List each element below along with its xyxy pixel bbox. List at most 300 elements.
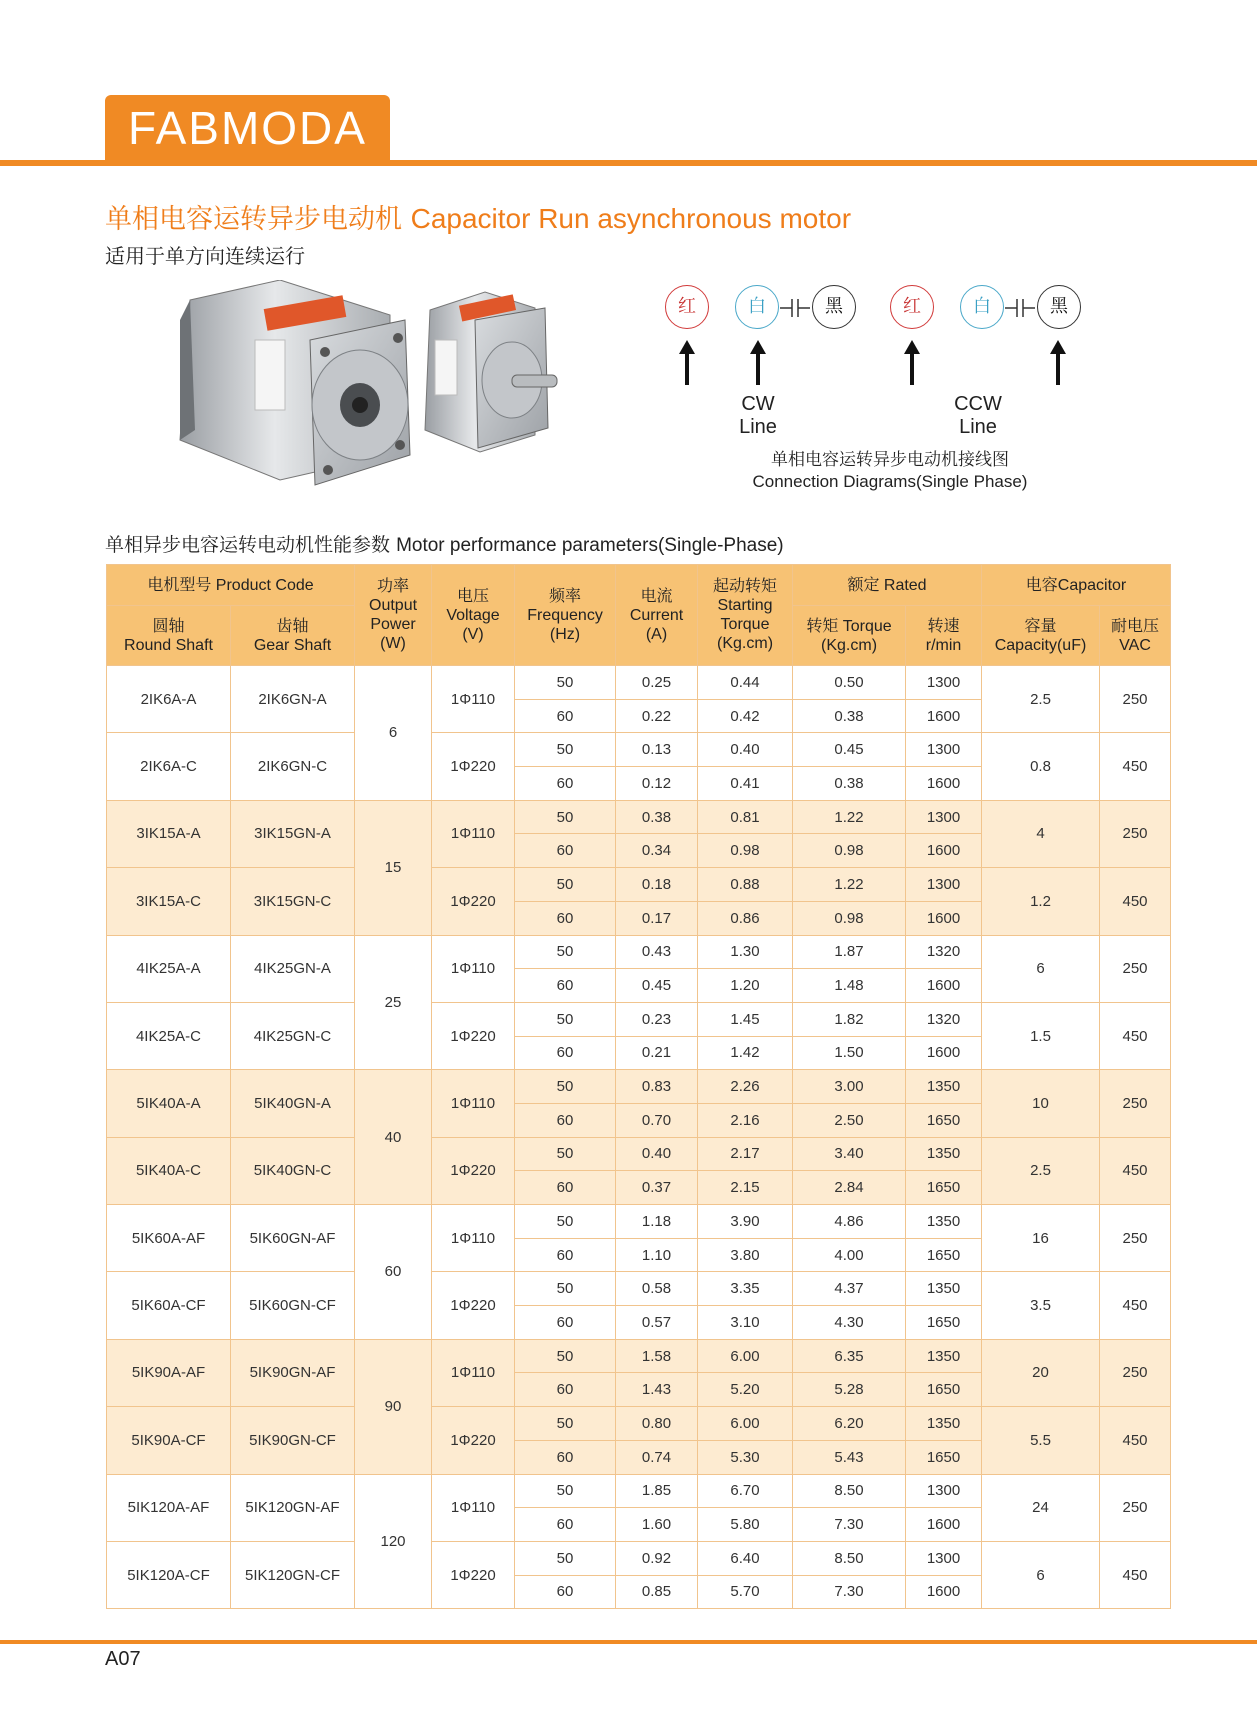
rated-torque-cell: 1.87 [793,935,906,969]
voltage-cell: 1Φ110 [432,1474,515,1541]
group-40w [107,1070,1171,1205]
header-vac-en: VAC [1119,636,1151,654]
header-round-shaft [107,606,231,666]
vac-cell: 250 [1100,1205,1171,1272]
header-start-en1: Starting [717,597,773,614]
voltage-cell: 1Φ220 [432,1541,515,1608]
start-torque-cell: 1.42 [698,1036,793,1070]
rated-torque-cell: 5.28 [793,1373,906,1407]
red-wire-terminal-ccw [890,285,934,329]
round-shaft-cell: 4IK25A-C [107,1002,231,1069]
performance-table [106,564,1171,1609]
start-torque-cell: 0.98 [698,834,793,868]
power-cell: 15 [355,800,432,935]
start-torque-cell: 2.26 [698,1070,793,1104]
capacity-cell: 6 [982,1541,1100,1608]
rated-torque-cell: 4.00 [793,1238,906,1272]
speed-cell: 1350 [906,1070,982,1104]
round-shaft-cell: 5IK90A-CF [107,1407,231,1474]
frequency-cell: 50 [515,1474,616,1508]
speed-cell: 1350 [906,1339,982,1373]
rated-torque-cell: 0.98 [793,901,906,935]
header-power-unit: (W) [380,635,406,652]
rated-torque-cell: 8.50 [793,1474,906,1508]
speed-cell: 1300 [906,800,982,834]
capacity-cell: 20 [982,1339,1100,1406]
current-cell: 0.57 [616,1306,698,1340]
current-cell: 0.74 [616,1440,698,1474]
vac-cell: 250 [1100,1070,1171,1137]
header-cap-cn: 容量 [1024,617,1057,635]
speed-cell: 1600 [906,901,982,935]
voltage-cell: 1Φ110 [432,800,515,867]
cw-line-text: Line [739,416,777,438]
current-cell: 1.58 [616,1339,698,1373]
white-wire-label-ccw: 白 [973,296,991,317]
start-torque-cell: 1.45 [698,1002,793,1036]
table-title [105,530,784,557]
table-row [107,935,1171,969]
gear-shaft-cell: 5IK40GN-C [231,1137,355,1204]
current-cell: 0.25 [616,666,698,700]
current-cell: 0.12 [616,767,698,801]
current-cell: 0.17 [616,901,698,935]
vac-cell: 250 [1100,800,1171,867]
capacity-cell: 4 [982,800,1100,867]
start-torque-cell: 5.70 [698,1575,793,1609]
frequency-cell: 50 [515,935,616,969]
voltage-cell: 1Φ110 [432,935,515,1002]
rated-torque-cell: 2.84 [793,1171,906,1205]
current-cell: 0.40 [616,1137,698,1171]
frequency-cell: 60 [515,1171,616,1205]
motor-product-photo [160,280,600,520]
gear-shaft-cell: 4IK25GN-A [231,935,355,1002]
current-cell: 0.23 [616,1002,698,1036]
rated-torque-cell: 1.22 [793,868,906,902]
table-row [107,868,1171,902]
vac-cell: 450 [1100,868,1171,935]
speed-cell: 1320 [906,935,982,969]
header-start-cn: 起动转矩 [713,578,778,595]
voltage-cell: 1Φ110 [432,666,515,733]
frequency-cell: 50 [515,1407,616,1441]
current-cell: 0.92 [616,1541,698,1575]
current-cell: 0.43 [616,935,698,969]
current-cell: 0.38 [616,800,698,834]
table-row [107,733,1171,767]
table-row [107,1205,1171,1239]
start-torque-cell: 0.41 [698,767,793,801]
speed-cell: 1350 [906,1205,982,1239]
power-cell: 6 [355,666,432,801]
frequency-cell: 60 [515,1036,616,1070]
current-cell: 0.37 [616,1171,698,1205]
start-torque-cell: 2.16 [698,1103,793,1137]
speed-cell: 1600 [906,969,982,1003]
table-row [107,1272,1171,1306]
vac-cell: 250 [1100,1474,1171,1541]
header-torque-label: 转矩 Torque [806,617,892,635]
table-row [107,800,1171,834]
frequency-cell: 60 [515,767,616,801]
table-row [107,1002,1171,1036]
header-cap-en: Capacity(uF) [994,636,1087,654]
start-torque-cell: 2.17 [698,1137,793,1171]
speed-cell: 1600 [906,1508,982,1542]
white-wire-label: 白 [748,296,766,317]
rated-torque-cell: 5.43 [793,1440,906,1474]
gear-shaft-cell: 3IK15GN-C [231,868,355,935]
header-capacity [982,606,1100,666]
frequency-cell: 60 [515,1440,616,1474]
gear-shaft-cell: 5IK60GN-CF [231,1272,355,1339]
capacitor-symbol-ccw [1005,299,1035,317]
voltage-cell: 1Φ220 [432,733,515,800]
speed-cell: 1300 [906,733,982,767]
header-start-unit: (Kg.cm) [717,635,774,652]
frequency-cell: 50 [515,1137,616,1171]
start-torque-cell: 0.44 [698,666,793,700]
capacity-cell: 3.5 [982,1272,1100,1339]
header-rated-torque [793,606,906,666]
current-cell: 0.34 [616,834,698,868]
speed-cell: 1600 [906,1575,982,1609]
frequency-cell: 50 [515,868,616,902]
page-subtitle: 适用于单方向连续运行 [105,244,305,268]
power-cell: 40 [355,1070,432,1205]
start-torque-cell: 6.00 [698,1339,793,1373]
round-shaft-cell: 4IK25A-A [107,935,231,1002]
current-cell: 0.22 [616,699,698,733]
speed-cell: 1300 [906,1474,982,1508]
gear-shaft-cell: 5IK90GN-AF [231,1339,355,1406]
group-6w [107,666,1171,801]
header-voltage [432,565,515,666]
frequency-cell: 50 [515,1272,616,1306]
large-motor [180,280,410,485]
speed-cell: 1300 [906,1541,982,1575]
capacity-cell: 2.5 [982,1137,1100,1204]
group-25w [107,935,1171,1070]
speed-cell: 1300 [906,868,982,902]
vac-cell: 250 [1100,1339,1171,1406]
black-wire-label-ccw: 黑 [1050,296,1068,317]
header-voltage-unit: (V) [462,625,484,643]
header-output-power [355,565,432,666]
start-torque-cell: 6.40 [698,1541,793,1575]
frequency-cell: 50 [515,1070,616,1104]
group-15w [107,800,1171,935]
round-shaft-cell: 5IK40A-A [107,1070,231,1137]
white-wire-terminal [735,285,779,329]
frequency-cell: 50 [515,1205,616,1239]
black-wire-label: 黑 [825,296,843,317]
start-torque-cell: 0.88 [698,868,793,902]
start-torque-cell: 5.80 [698,1508,793,1542]
start-torque-cell: 3.80 [698,1238,793,1272]
vac-cell: 450 [1100,1002,1171,1069]
white-wire-terminal-ccw [960,285,1004,329]
frequency-cell: 60 [515,969,616,1003]
speed-cell: 1650 [906,1306,982,1340]
rated-torque-cell: 1.22 [793,800,906,834]
vac-cell: 450 [1100,1137,1171,1204]
table-title-cn: 单相异步电容运转电动机性能参数 [105,534,391,556]
header-gear-shaft-cn: 齿轴 [276,617,309,635]
capacity-cell: 10 [982,1070,1100,1137]
round-shaft-cell: 5IK120A-CF [107,1541,231,1608]
vac-cell: 250 [1100,666,1171,733]
table-row [107,1474,1171,1508]
voltage-cell: 1Φ110 [432,1205,515,1272]
start-torque-cell: 6.70 [698,1474,793,1508]
gear-shaft-cell: 5IK120GN-CF [231,1541,355,1608]
round-shaft-cell: 2IK6A-A [107,666,231,733]
header-speed-unit: r/min [925,636,962,654]
start-torque-cell: 5.20 [698,1373,793,1407]
frequency-cell: 60 [515,901,616,935]
speed-cell: 1320 [906,1002,982,1036]
table-row [107,1070,1171,1104]
speed-cell: 1350 [906,1272,982,1306]
header-rule [0,160,1257,166]
capacitor-symbol [780,299,810,317]
table-row [107,1137,1171,1171]
rated-torque-cell: 3.40 [793,1137,906,1171]
current-cell: 1.85 [616,1474,698,1508]
rated-torque-cell: 0.45 [793,733,906,767]
header-round-shaft-en: Round Shaft [124,636,213,654]
current-cell: 0.45 [616,969,698,1003]
table-row [107,1339,1171,1373]
rated-torque-cell: 4.86 [793,1205,906,1239]
ccw-line-label [938,393,1018,439]
power-cell: 120 [355,1474,432,1609]
frequency-cell: 60 [515,1508,616,1542]
round-shaft-cell: 3IK15A-A [107,800,231,867]
rated-torque-cell: 2.50 [793,1103,906,1137]
gear-shaft-cell: 2IK6GN-C [231,733,355,800]
group-120w [107,1474,1171,1609]
group-90w [107,1339,1171,1474]
round-shaft-cell: 3IK15A-C [107,868,231,935]
red-wire-label-ccw: 红 [903,296,921,317]
capacity-cell: 0.8 [982,733,1100,800]
round-shaft-cell: 5IK120A-AF [107,1474,231,1541]
vac-cell: 450 [1100,733,1171,800]
gear-shaft-cell: 5IK120GN-AF [231,1474,355,1541]
header-vac [1100,606,1171,666]
gear-shaft-cell: 5IK60GN-AF [231,1205,355,1272]
speed-cell: 1650 [906,1238,982,1272]
start-torque-cell: 0.86 [698,901,793,935]
current-cell: 1.10 [616,1238,698,1272]
header-current-unit: (A) [645,625,668,643]
current-cell: 0.21 [616,1036,698,1070]
frequency-cell: 50 [515,733,616,767]
speed-cell: 1350 [906,1137,982,1171]
table-row [107,1407,1171,1441]
frequency-cell: 60 [515,1238,616,1272]
table-title-en: Motor performance parameters(Single-Phase) [396,535,784,556]
start-torque-cell: 2.15 [698,1171,793,1205]
rated-torque-cell: 3.00 [793,1070,906,1104]
brand-logo: FABMODA [105,95,390,162]
header-freq-en: Frequency [527,606,603,624]
rated-torque-cell: 6.20 [793,1407,906,1441]
diagram-caption [715,450,1065,492]
header-power-en2: Power [370,616,416,633]
current-cell: 0.83 [616,1070,698,1104]
frequency-cell: 50 [515,666,616,700]
diagram-caption-cn: 单相电容运转异步电动机接线图 [771,450,1009,470]
gear-shaft-cell: 3IK15GN-A [231,800,355,867]
capacity-cell: 16 [982,1205,1100,1272]
current-cell: 0.13 [616,733,698,767]
frequency-cell: 50 [515,1339,616,1373]
current-cell: 0.70 [616,1103,698,1137]
header-frequency [515,565,616,666]
frequency-cell: 50 [515,1002,616,1036]
current-cell: 0.80 [616,1407,698,1441]
arrow-up-icon [679,340,695,385]
header-speed [906,606,982,666]
current-cell: 0.18 [616,868,698,902]
speed-cell: 1600 [906,699,982,733]
speed-cell: 1650 [906,1440,982,1474]
start-torque-cell: 3.35 [698,1272,793,1306]
frequency-cell: 50 [515,1541,616,1575]
page-title [105,197,851,236]
vac-cell: 250 [1100,935,1171,1002]
rated-torque-cell: 0.98 [793,834,906,868]
ccw-line-text: Line [959,416,997,438]
header-gear-shaft [231,606,355,666]
gear-shaft-cell: 5IK40GN-A [231,1070,355,1137]
header-starting-torque [698,565,793,666]
round-shaft-cell: 2IK6A-C [107,733,231,800]
header-power-en1: Output [369,597,418,614]
header-speed-cn: 转速 [927,617,960,635]
header-current-cn: 电流 [640,587,673,605]
cw-label: CW [741,393,775,415]
header-power-cn: 功率 [377,578,410,595]
page-title-en: Capacitor Run asynchronous motor [410,203,852,234]
vac-cell: 450 [1100,1541,1171,1608]
gear-shaft-cell: 2IK6GN-A [231,666,355,733]
frequency-cell: 50 [515,800,616,834]
current-cell: 0.85 [616,1575,698,1609]
speed-cell: 1600 [906,1036,982,1070]
vac-cell: 450 [1100,1407,1171,1474]
arrow-up-icon [750,340,766,385]
cw-line-label [718,393,798,439]
header-voltage-cn: 电压 [457,587,490,605]
header-voltage-en: Voltage [446,606,500,624]
voltage-cell: 1Φ110 [432,1339,515,1406]
voltage-cell: 1Φ220 [432,1137,515,1204]
header-round-shaft-cn: 圆轴 [152,617,185,635]
page-number: A07 [105,1648,141,1670]
voltage-cell: 1Φ220 [432,1002,515,1069]
start-torque-cell: 6.00 [698,1407,793,1441]
header-current [616,565,698,666]
current-cell: 0.58 [616,1272,698,1306]
rated-torque-cell: 0.38 [793,767,906,801]
start-torque-cell: 0.81 [698,800,793,834]
header-capacitor: 电容Capacitor [982,565,1171,606]
black-wire-terminal [812,285,856,329]
rated-torque-cell: 4.37 [793,1272,906,1306]
voltage-cell: 1Φ220 [432,868,515,935]
capacity-cell: 1.2 [982,868,1100,935]
rated-torque-cell: 7.30 [793,1575,906,1609]
gear-shaft-cell: 4IK25GN-C [231,1002,355,1069]
header-start-en2: Torque [720,616,770,633]
round-shaft-cell: 5IK60A-CF [107,1272,231,1339]
rated-torque-cell: 0.38 [793,699,906,733]
header-torque-unit: (Kg.cm) [821,636,878,654]
rated-torque-cell: 1.48 [793,969,906,1003]
capacity-cell: 1.5 [982,1002,1100,1069]
rated-torque-cell: 4.30 [793,1306,906,1340]
start-torque-cell: 1.20 [698,969,793,1003]
round-shaft-cell: 5IK60A-AF [107,1205,231,1272]
rated-torque-cell: 1.82 [793,1002,906,1036]
red-wire-label: 红 [678,296,696,317]
frequency-cell: 60 [515,1373,616,1407]
start-torque-cell: 0.40 [698,733,793,767]
table-row [107,666,1171,700]
header-product-code: 电机型号 Product Code [107,565,355,606]
gear-shaft-cell: 5IK90GN-CF [231,1407,355,1474]
start-torque-cell: 3.90 [698,1205,793,1239]
capacity-cell: 2.5 [982,666,1100,733]
speed-cell: 1600 [906,834,982,868]
speed-cell: 1600 [906,767,982,801]
header-vac-cn: 耐电压 [1111,617,1160,635]
capacity-cell: 5.5 [982,1407,1100,1474]
capacity-cell: 24 [982,1474,1100,1541]
header-freq-unit: (Hz) [549,625,581,643]
speed-cell: 1350 [906,1407,982,1441]
frequency-cell: 60 [515,699,616,733]
frequency-cell: 60 [515,834,616,868]
voltage-cell: 1Φ220 [432,1407,515,1474]
power-cell: 60 [355,1205,432,1340]
ccw-label: CCW [954,393,1002,415]
power-cell: 25 [355,935,432,1070]
header-gear-shaft-en: Gear Shaft [253,636,332,654]
page-title-cn: 单相电容运转异步电动机 [105,204,402,235]
diagram-caption-en: Connection Diagrams(Single Phase) [752,472,1028,491]
round-shaft-cell: 5IK40A-C [107,1137,231,1204]
connection-diagram [655,285,1115,505]
frequency-cell: 60 [515,1306,616,1340]
current-cell: 1.18 [616,1205,698,1239]
footer-rule [0,1640,1257,1644]
frequency-cell: 60 [515,1575,616,1609]
rated-torque-cell: 1.50 [793,1036,906,1070]
speed-cell: 1650 [906,1171,982,1205]
speed-cell: 1300 [906,666,982,700]
arrow-up-icon [904,340,920,385]
rated-torque-cell: 0.50 [793,666,906,700]
group-60w [107,1205,1171,1340]
header-freq-cn: 频率 [549,587,582,605]
voltage-cell: 1Φ110 [432,1070,515,1137]
